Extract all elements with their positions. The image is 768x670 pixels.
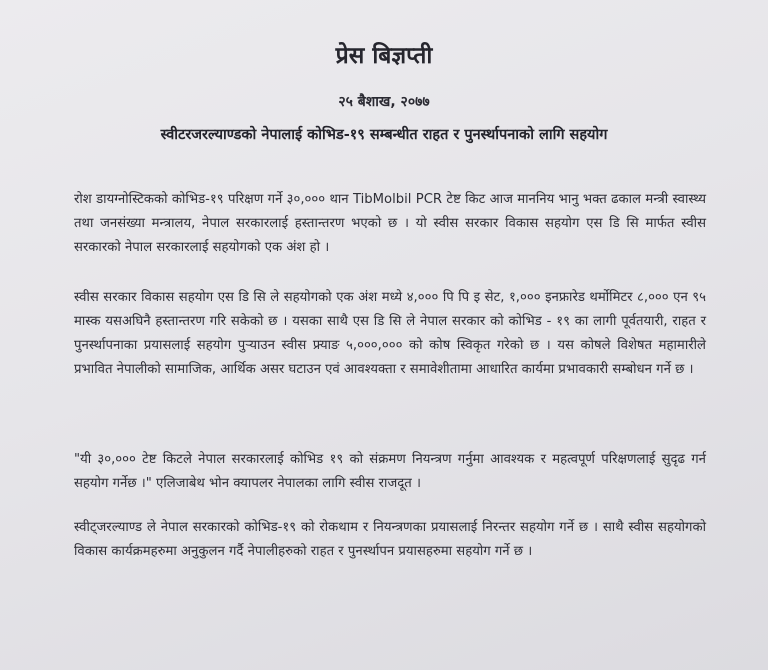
paragraph-1: रोश डायग्नोस्टिकको कोभिड-१९ परिक्षण गर्ने ३०,००० थान TibMolbil PCR टेष्ट किट आज माननिय भानु भक्त ढकाल मन्त्री स्वास्थ्य तथा जनसंख्या मन्त्रालय, नेपाल सरकारलाई हस्तान्तरण भएको छ । यो स्वीस सरकार विकास सहयोग एस डि सि मार्फत स्वीस सरकारको नेपाल सरकारलाई सहयोगको एक अंश हो । <box>74 192 706 255</box>
paragraph-4: स्वीट्जरल्याण्ड ले नेपाल सरकारको कोभिड-१९ को रोकथाम र नियन्त्रणका प्रयासलाई निरन्तर सहयोग गर्ने छ । साथै स्वीस सहयोगको विकास कार्यक्रमहरुमा अनुकुलन गर्दै नेपालीहरुको राहत र पुनर्स्थापन प्रयासहरुमा सहयोग गर्ने छ । <box>74 520 706 559</box>
paragraph-3-quote: "यी ३०,००० टेष्ट किटले नेपाल सरकारलाई कोभिड १९ को संक्रमण नियन्त्रण गर्नुमा आवश्यक र महत्वपूर्ण परिक्षणलाई सुदृढ गर्न सहयोग गर्नेछ ।" एलिजाबेथ भोन क्यापलर नेपालका लागि स्वीस राजदूत । <box>74 452 706 491</box>
document-subtitle: स्वीटरजरल्याण्डको नेपालाई कोभिड-१९ सम्बन्धीत राहत र पुनर्स्थापनाको लागि सहयोग <box>160 127 608 143</box>
document-title: प्रेस बिज्ञप्ती <box>335 43 433 69</box>
paragraph-2: स्वीस सरकार विकास सहयोग एस डि सि ले सहयोगको एक अंश मध्ये ४,००० पि पि इ सेट, १,००० इनफ्रारेड थर्मोमिटर ८,००० एन ९५ मास्क यसअघिनै हस्तान्तरण गरि सकेको छ । यसका साथै एस डि सि ले नेपाल सरकार को कोभिड - १९ का लागी पूर्वतयारी, राहत र पुनर्स्थापनाका प्रयासलाई सहयोग पुऱ्याउन स्वीस फ्र्याङ ५,०००,००० को कोष स्विकृत गरेको छ । यस कोषले विशेषत महामारीले प्रभावित नेपालीको सामाजिक, आर्थिक असर घटाउन एवं आवश्यक्ता र समावेशीतामा आधारित कार्यमा प्रभावकारी सम्बोधन गर्ने छ । <box>74 290 706 377</box>
document-date: २५ बैशाख, २०७७ <box>338 94 430 110</box>
